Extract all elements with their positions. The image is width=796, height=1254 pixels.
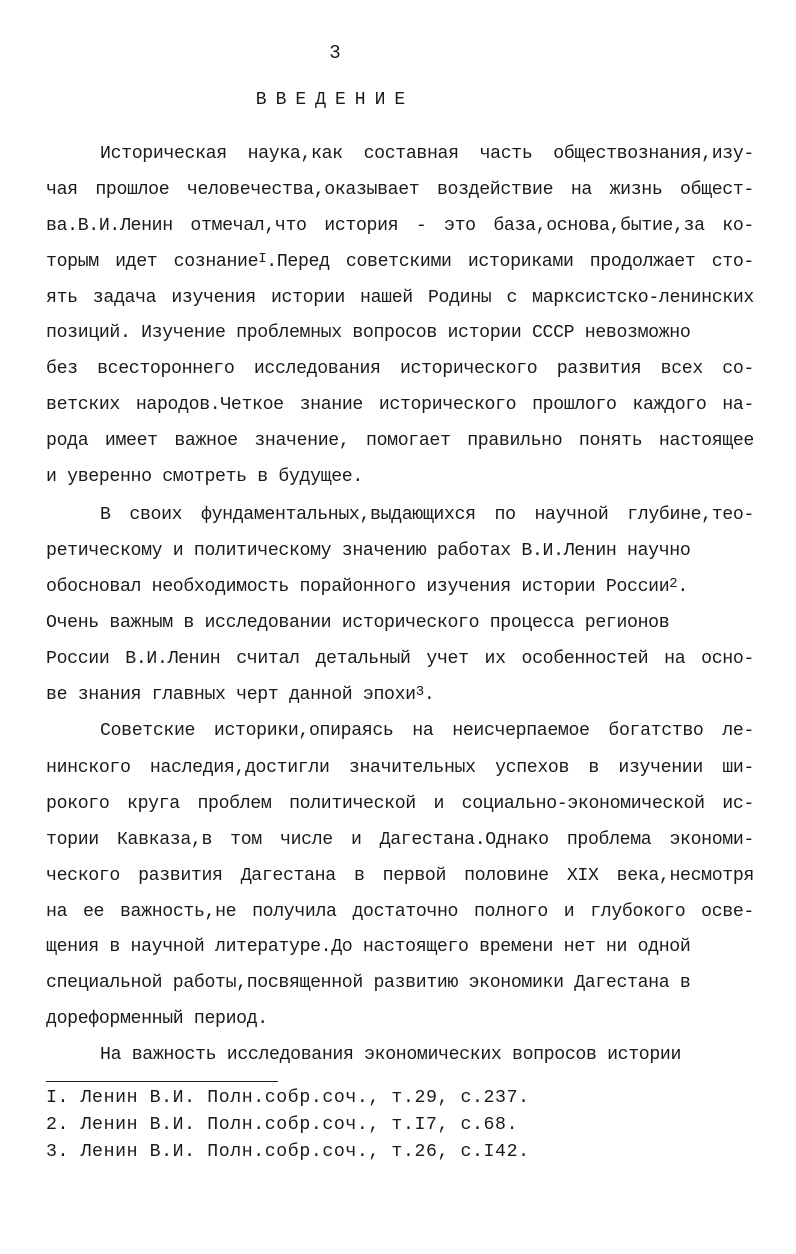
text-line: позиций. Изучение проблемных вопросов истории СССР невозможно: [46, 323, 691, 343]
text-line: нинского наследия,достигли значительных успехов в изучении ши-: [46, 758, 754, 778]
text-line: [46, 683, 754, 708]
text-fragment: обосновал необходимость порайонного изучения истории России: [46, 577, 670, 597]
text-fragment: .Перед советскими историками продолжает сто-: [266, 252, 754, 272]
text-line: Очень важным в исследовании исторического процесса регионов: [46, 613, 670, 633]
text-line: На важность исследования экономических вопросов истории: [100, 1045, 682, 1065]
footnote: 2. Ленин В.И. Полн.собр.соч., т.I7, с.68.: [46, 1115, 519, 1135]
text-line: тории Кавказа,в том числе и Дагестана.Однако проблема экономи-: [46, 830, 754, 850]
text-fragment: ве знания главных черт данной эпохи: [46, 685, 416, 705]
text-line: дореформенный период.: [46, 1009, 268, 1029]
section-heading: ВВЕДЕНИЕ: [255, 90, 415, 110]
text-line: ветских народов.Четкое знание исторического прошлого каждого на-: [46, 395, 754, 415]
text-line: специальной работы,посвященной развитию экономики Дагестана в: [46, 973, 691, 993]
text-line: ва.В.И.Ленин отмечал,что история - это база,основа,бытие,за ко-: [46, 216, 754, 236]
text-line: В своих фундаментальных,выдающихся по научной глубине,тео-: [100, 505, 754, 525]
text-fragment: торым идет сознание: [46, 252, 259, 272]
text-line: ять задача изучения истории нашей Родины с марксистско-ленинских: [46, 288, 754, 308]
text-line: [46, 575, 754, 600]
page-number: 3: [329, 42, 341, 64]
text-line: на ее важность,не получила достаточно полного и глубокого осве-: [46, 902, 754, 922]
footnote: I. Ленин В.И. Полн.собр.соч., т.29, с.237.: [46, 1088, 530, 1108]
text-line: щения в научной литературе.До настоящего времени нет ни одной: [46, 937, 691, 957]
text-line: России В.И.Ленин считал детальный учет их особенностей на осно-: [46, 649, 754, 669]
text-line: [46, 250, 754, 275]
text-line: ретическому и политическому значению работах В.И.Ленин научно: [46, 541, 691, 561]
footnote: 3. Ленин В.И. Полн.собр.соч., т.26, с.I42.: [46, 1142, 530, 1162]
footnote-marker: I: [258, 251, 267, 267]
text-line: и уверенно смотреть в будущее.: [46, 467, 363, 487]
footnote-marker: 3: [415, 684, 424, 700]
text-line: Советские историки,опираясь на неисчерпаемое богатство ле-: [100, 721, 754, 741]
text-line: Историческая наука,как составная часть обществознания,изу-: [100, 144, 754, 164]
text-fragment: .: [423, 685, 435, 705]
text-line: ческого развития Дагестана в первой половине XIX века,несмотря: [46, 866, 754, 886]
text-line: без всестороннего исследования исторического развития всех со-: [46, 359, 754, 379]
text-fragment: .: [677, 577, 688, 597]
footnote-marker: 2: [669, 576, 678, 592]
footnote-divider: [46, 1081, 278, 1082]
text-line: рода имеет важное значение, помогает правильно понять настоящее: [46, 431, 754, 451]
text-line: рокого круга проблем политической и социально-экономической ис-: [46, 794, 754, 814]
text-line: чая прошлое человечества,оказывает воздействие на жизнь общест-: [46, 180, 754, 200]
